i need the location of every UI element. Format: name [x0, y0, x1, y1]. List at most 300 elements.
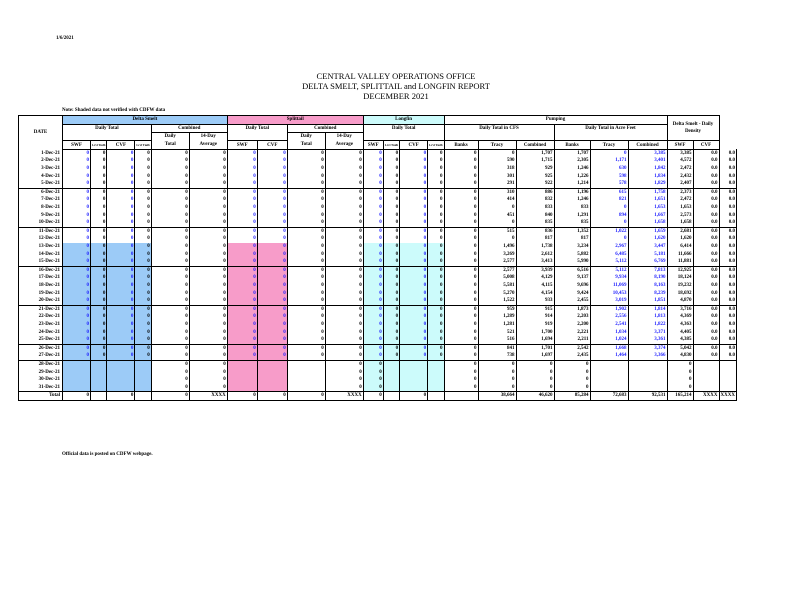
value-cell: 0 [189, 360, 227, 368]
value-cell: 0 [363, 165, 383, 173]
value-cell: 1,022 [590, 227, 628, 235]
value-cell: 915 [516, 305, 554, 313]
value-cell [383, 369, 399, 377]
value-cell [135, 392, 151, 401]
value-cell: 0 [151, 219, 189, 227]
value-cell: 0 [227, 282, 257, 290]
date-cell: Total [19, 392, 63, 401]
value-cell: 0 [135, 313, 151, 321]
print-date: 1/6/2021 [56, 36, 74, 41]
date-cell: 6-Dec-21 [19, 188, 63, 196]
table-row [19, 376, 737, 384]
value-cell: 0 [400, 297, 428, 305]
value-cell: 0 [383, 329, 399, 337]
table-row [19, 321, 737, 329]
value-cell: 0 [151, 369, 189, 377]
date-cell: 16-Dec-21 [19, 266, 63, 274]
cfs-banks-head: Banks [444, 141, 478, 150]
value-cell: XXXX [719, 392, 736, 401]
value-cell: 0 [325, 336, 363, 344]
value-cell: 0 [444, 165, 478, 173]
value-cell: 2,472 [667, 196, 693, 204]
value-cell: 0 [135, 212, 151, 220]
value-cell: 0 [135, 297, 151, 305]
value-cell: 0 [63, 297, 91, 305]
lf-cvf-head: CVF [400, 141, 428, 150]
value-cell: 1,707 [554, 149, 590, 157]
value-cell: 0 [428, 212, 444, 220]
value-cell: 0 [400, 212, 428, 220]
value-cell: 0 [107, 305, 135, 313]
value-cell: 0 [63, 243, 91, 251]
ds-combined-header: Combined [151, 124, 227, 133]
value-cell: 0 [383, 212, 399, 220]
date-cell: 14-Dec-21 [19, 251, 63, 259]
table-row [19, 212, 737, 220]
value-cell [135, 384, 151, 392]
value-cell: 0 [478, 369, 516, 377]
date-cell: 28-Dec-21 [19, 360, 63, 368]
value-cell: 0 [151, 188, 189, 196]
report-title: DELTA SMELT, SPLITTAIL and LONGFIN REPORT [302, 81, 490, 91]
value-cell [628, 369, 667, 377]
value-cell: 1,291 [554, 212, 590, 220]
value-cell: 0 [383, 180, 399, 188]
value-cell: XXXX [693, 392, 719, 401]
value-cell: 1,873 [554, 305, 590, 313]
value-cell: 0 [91, 305, 107, 313]
value-cell: 0 [227, 352, 257, 360]
value-cell: 0.0 [693, 180, 719, 188]
value-cell: 0 [257, 196, 287, 204]
value-cell: 0 [107, 196, 135, 204]
value-cell: 0 [107, 344, 135, 352]
value-cell: 0 [428, 157, 444, 165]
value-cell: 0 [63, 392, 91, 401]
table-row [19, 173, 737, 181]
value-cell: 0.0 [719, 188, 736, 196]
value-cell: 0 [189, 227, 227, 235]
value-cell: 0 [227, 313, 257, 321]
value-cell: 0.0 [693, 157, 719, 165]
table-row [19, 336, 737, 344]
value-cell: 0 [151, 243, 189, 251]
value-cell: 0 [257, 157, 287, 165]
ds-average-head: Average [189, 141, 227, 150]
value-cell: 0 [400, 173, 428, 181]
value-cell: 0 [135, 157, 151, 165]
value-cell: 922 [516, 180, 554, 188]
value-cell: 0 [189, 180, 227, 188]
value-cell [287, 384, 325, 392]
value-cell: 0 [151, 165, 189, 173]
value-cell: 0 [107, 219, 135, 227]
value-cell: 0.0 [719, 219, 736, 227]
value-cell: 0 [325, 313, 363, 321]
value-cell: 1,707 [516, 149, 554, 157]
value-cell: 0.0 [719, 204, 736, 212]
value-cell: 0 [151, 251, 189, 259]
value-cell: 0 [227, 258, 257, 266]
value-cell: 1,842 [628, 165, 667, 173]
value-cell: 0 [428, 336, 444, 344]
value-cell: 0 [151, 297, 189, 305]
value-cell: 0 [107, 180, 135, 188]
value-cell: 0 [383, 227, 399, 235]
date-cell: 8-Dec-21 [19, 204, 63, 212]
value-cell: 0 [189, 352, 227, 360]
value-cell: 0 [325, 235, 363, 243]
date-cell: 31-Dec-21 [19, 384, 63, 392]
value-cell: 0 [287, 305, 325, 313]
value-cell: 0 [325, 266, 363, 274]
value-cell: 72,683 [590, 392, 628, 401]
value-cell: 0 [227, 297, 257, 305]
value-cell: 5,112 [590, 266, 628, 274]
value-cell: 3,401 [628, 157, 667, 165]
value-cell: 38,664 [478, 392, 516, 401]
value-cell: 2,681 [667, 227, 693, 235]
value-cell: 0 [151, 157, 189, 165]
value-cell: 886 [516, 188, 554, 196]
value-cell: 0 [667, 369, 693, 377]
value-cell: 0 [151, 204, 189, 212]
value-cell: 0 [363, 369, 383, 377]
value-cell: 0 [383, 274, 399, 282]
value-cell: 0 [257, 165, 287, 173]
value-cell: 0 [189, 173, 227, 181]
value-cell [693, 369, 719, 377]
date-cell: 30-Dec-21 [19, 376, 63, 384]
value-cell: 0 [227, 165, 257, 173]
value-cell: 833 [516, 204, 554, 212]
value-cell: 5,990 [554, 258, 590, 266]
value-cell: 1,226 [554, 173, 590, 181]
value-cell: 0 [227, 321, 257, 329]
value-cell: 0 [257, 274, 287, 282]
value-cell: 0 [363, 157, 383, 165]
value-cell: 1,653 [628, 204, 667, 212]
table-row [19, 313, 737, 321]
value-cell: 85,284 [554, 392, 590, 401]
value-cell: 8,239 [628, 290, 667, 298]
value-cell: 0 [287, 180, 325, 188]
value-cell: 0 [227, 290, 257, 298]
value-cell [383, 376, 399, 384]
value-cell: 0 [363, 204, 383, 212]
value-cell: 2,455 [554, 297, 590, 305]
value-cell: 0 [444, 313, 478, 321]
value-cell: 0 [227, 274, 257, 282]
value-cell: 0 [189, 258, 227, 266]
value-cell: 0 [189, 266, 227, 274]
value-cell: 0 [63, 274, 91, 282]
value-cell: 46,620 [516, 392, 554, 401]
table-row [19, 165, 737, 173]
value-cell: 0 [107, 297, 135, 305]
value-cell: 0 [287, 157, 325, 165]
value-cell: 0 [444, 282, 478, 290]
value-cell: 0 [189, 274, 227, 282]
value-cell: 0 [428, 344, 444, 352]
value-cell: XXXX [189, 392, 227, 401]
value-cell [383, 384, 399, 392]
value-cell: 0 [227, 227, 257, 235]
value-cell: 9,696 [554, 282, 590, 290]
value-cell: 0 [227, 212, 257, 220]
value-cell: 0 [667, 376, 693, 384]
value-cell [400, 384, 428, 392]
value-cell: 0 [554, 369, 590, 377]
value-cell: 0 [325, 188, 363, 196]
value-cell: 0 [287, 313, 325, 321]
value-cell: 0 [363, 392, 383, 401]
value-cell: 0 [63, 344, 91, 352]
value-cell: 0 [107, 149, 135, 157]
sp-daily-head: Daily [287, 133, 325, 141]
value-cell: 0 [91, 258, 107, 266]
value-cell: 0 [428, 188, 444, 196]
value-cell: 0.0 [719, 258, 736, 266]
value-cell: 0 [91, 274, 107, 282]
lf-lt-head-2: Lrvl Tmlb [428, 141, 444, 150]
value-cell: 0 [363, 173, 383, 181]
value-cell: 0 [516, 376, 554, 384]
sp-swf-head: SWF [227, 141, 257, 150]
value-cell: 0 [135, 227, 151, 235]
cfs-tracy-head: Tracy [478, 141, 516, 150]
value-cell: 18,124 [667, 274, 693, 282]
value-cell: 0 [91, 227, 107, 235]
value-cell: 0 [189, 329, 227, 337]
value-cell [135, 360, 151, 368]
value-cell: 0 [383, 251, 399, 259]
sp-total-head: Total [287, 141, 325, 150]
value-cell: 0 [91, 336, 107, 344]
value-cell: 840 [516, 212, 554, 220]
shading-note: Note: Shaded data not verified with CDFW data [62, 108, 166, 113]
value-cell: 10,453 [590, 290, 628, 298]
value-cell: 2,211 [554, 336, 590, 344]
value-cell: 0 [189, 157, 227, 165]
value-cell: 0 [151, 266, 189, 274]
value-cell: 1,214 [554, 180, 590, 188]
value-cell: 0 [400, 282, 428, 290]
value-cell: 0 [189, 321, 227, 329]
value-cell: 0 [257, 352, 287, 360]
value-cell: 0 [516, 384, 554, 392]
value-cell: 0 [257, 297, 287, 305]
value-cell: 0 [478, 204, 516, 212]
value-cell: 0 [363, 227, 383, 235]
value-cell: 0 [428, 266, 444, 274]
value-cell: 4,115 [516, 282, 554, 290]
value-cell: 0 [63, 173, 91, 181]
value-cell: 5,042 [667, 344, 693, 352]
value-cell [428, 392, 444, 401]
value-cell: 0 [444, 329, 478, 337]
value-cell: 9,424 [554, 290, 590, 298]
value-cell [383, 360, 399, 368]
value-cell: 0 [287, 173, 325, 181]
value-cell: 0 [227, 251, 257, 259]
date-cell: 21-Dec-21 [19, 305, 63, 313]
value-cell [590, 384, 628, 392]
value-cell: 1,496 [478, 243, 516, 251]
value-cell: 0 [257, 258, 287, 266]
value-cell: 0.0 [719, 266, 736, 274]
cfs-combined-head: Combined [516, 141, 554, 150]
value-cell: 0 [227, 235, 257, 243]
value-cell: 0 [135, 235, 151, 243]
value-cell [135, 369, 151, 377]
value-cell: 0 [444, 305, 478, 313]
value-cell: 0.0 [719, 157, 736, 165]
value-cell [287, 360, 325, 368]
value-cell: 0 [516, 360, 554, 368]
value-cell: 1,246 [554, 165, 590, 173]
value-cell: 0 [287, 219, 325, 227]
value-cell: 11,069 [590, 282, 628, 290]
value-cell: 0 [363, 376, 383, 384]
value-cell [719, 384, 736, 392]
value-cell: 0 [478, 219, 516, 227]
official-data-note: Official data is posted on CDFW webpage. [62, 452, 153, 457]
value-cell: 12,925 [667, 266, 693, 274]
value-cell: 6,516 [554, 266, 590, 274]
value-cell: 1,464 [590, 352, 628, 360]
value-cell: 841 [478, 344, 516, 352]
value-cell: 0.0 [693, 173, 719, 181]
longfin-header: Longfin [363, 116, 444, 125]
value-cell: 0 [478, 384, 516, 392]
value-cell [287, 376, 325, 384]
value-cell: 5,008 [478, 274, 516, 282]
value-cell: 2,612 [516, 251, 554, 259]
value-cell: 0 [428, 352, 444, 360]
value-cell: 0 [227, 329, 257, 337]
value-cell: 0 [107, 188, 135, 196]
value-cell: 894 [590, 212, 628, 220]
value-cell: 1,822 [628, 321, 667, 329]
value-cell: 0 [444, 180, 478, 188]
value-cell: 0 [325, 329, 363, 337]
date-cell: 23-Dec-21 [19, 321, 63, 329]
value-cell: 0 [63, 282, 91, 290]
value-cell: 0 [444, 274, 478, 282]
table-row [19, 352, 737, 360]
value-cell: 0 [478, 235, 516, 243]
value-cell: 0 [444, 266, 478, 274]
value-cell: 0 [428, 243, 444, 251]
value-cell: 0 [287, 212, 325, 220]
table-row [19, 227, 737, 235]
ds-cvf-head: CVF [107, 141, 135, 150]
value-cell: 3,234 [554, 243, 590, 251]
value-cell: 1,352 [554, 227, 590, 235]
value-cell: 3,385 [667, 149, 693, 157]
value-cell: 0 [444, 376, 478, 384]
value-cell: 0 [428, 173, 444, 181]
value-cell: 0 [516, 369, 554, 377]
value-cell: 310 [478, 188, 516, 196]
value-cell: 0 [257, 180, 287, 188]
value-cell: 0 [135, 165, 151, 173]
value-cell: 0.0 [719, 352, 736, 360]
value-cell: 0 [63, 305, 91, 313]
value-cell: 0 [151, 313, 189, 321]
value-cell: 0 [400, 274, 428, 282]
value-cell: 0 [227, 196, 257, 204]
value-cell: 0 [428, 180, 444, 188]
value-cell: 0 [107, 392, 135, 401]
value-cell: 2,435 [554, 352, 590, 360]
value-cell: 0 [63, 180, 91, 188]
date-cell: 26-Dec-21 [19, 344, 63, 352]
value-cell: 0.0 [693, 336, 719, 344]
value-cell: 0 [325, 204, 363, 212]
af-banks-head: Banks [554, 141, 590, 150]
af-tracy-head: Tracy [590, 141, 628, 150]
value-cell: 0 [227, 336, 257, 344]
value-cell: 0 [257, 243, 287, 251]
af-combined-head: Combined [628, 141, 667, 150]
value-cell [107, 369, 135, 377]
value-cell: 414 [478, 196, 516, 204]
value-cell: 0 [63, 227, 91, 235]
value-cell: 0 [189, 196, 227, 204]
value-cell: 833 [554, 204, 590, 212]
value-cell: 0 [189, 297, 227, 305]
value-cell: 0 [189, 204, 227, 212]
value-cell: 5,270 [478, 290, 516, 298]
value-cell: 2,577 [478, 266, 516, 274]
value-cell: 0.0 [719, 212, 736, 220]
value-cell: 0 [189, 165, 227, 173]
value-cell: 0 [107, 274, 135, 282]
value-cell: 0 [363, 313, 383, 321]
value-cell: 0 [363, 258, 383, 266]
ds-lt-head-2: Lrvl Tmlb [135, 141, 151, 150]
value-cell: 0 [135, 243, 151, 251]
value-cell: 4,870 [667, 297, 693, 305]
value-cell: 0 [287, 188, 325, 196]
value-cell: XXXX [325, 392, 363, 401]
value-cell: 0 [227, 344, 257, 352]
value-cell: 0 [383, 266, 399, 274]
value-cell [693, 360, 719, 368]
value-cell: 19,232 [667, 282, 693, 290]
value-cell: 2,541 [590, 321, 628, 329]
value-cell: 0 [287, 149, 325, 157]
value-cell: 0 [400, 258, 428, 266]
value-cell: 451 [478, 212, 516, 220]
value-cell: 598 [590, 173, 628, 181]
value-cell [719, 369, 736, 377]
value-cell: 0 [400, 392, 428, 401]
value-cell: 1,522 [478, 297, 516, 305]
value-cell: 0.0 [719, 180, 736, 188]
value-cell: 0 [287, 251, 325, 259]
date-cell: 15-Dec-21 [19, 258, 63, 266]
value-cell: 0 [325, 157, 363, 165]
value-cell: 0 [478, 376, 516, 384]
daily-density-header: Delta Smelt - Daily Density [667, 116, 719, 141]
date-cell: 1-Dec-21 [19, 149, 63, 157]
value-cell: 925 [516, 173, 554, 181]
delta-smelt-header: Delta Smelt [63, 116, 228, 125]
table-row [19, 305, 737, 313]
